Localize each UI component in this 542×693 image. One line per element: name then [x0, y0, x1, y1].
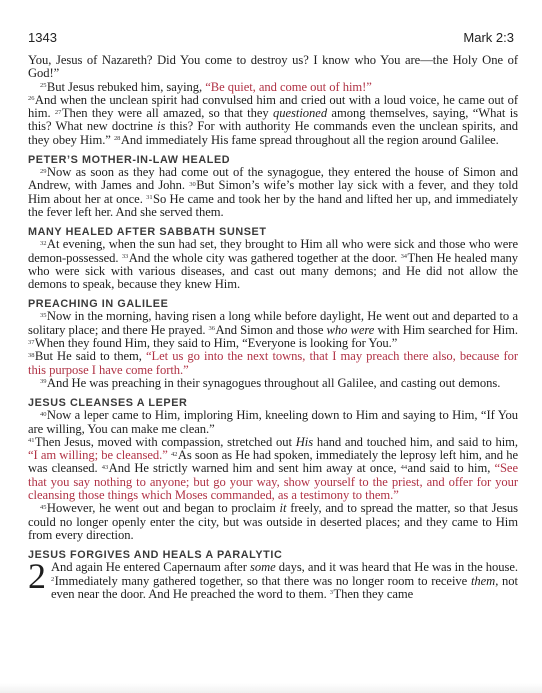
verse-number: 42 [170, 450, 178, 458]
verse-number: 25 [40, 82, 47, 90]
verse-text: When they found Him, they said to Him, “Everyone is looking for You.” [34, 336, 398, 351]
verse-text: But He said to them, [34, 349, 146, 364]
verse-number: 38 [28, 351, 35, 359]
verse-text: And Simon and those [215, 322, 327, 337]
verse-text: And the whole city was gathered together at the door. [128, 250, 401, 265]
verse-text: And immediately His fame spread throughout all the region around Galilee. [120, 132, 499, 147]
verse-text: As soon as He had spoken, immediately the leprosy left him, and he was cleansed. [28, 448, 518, 476]
words-of-jesus: “Let us go into the next towns, that I may preach there also, because for this purpose I have come forth.” [28, 349, 518, 377]
scripture-text-column [28, 54, 518, 601]
verse-number: 26 [28, 95, 35, 103]
verse-text: with Him searched for Him. [374, 322, 518, 337]
verse-text: days, and it was heard that He was in the house. [275, 560, 518, 575]
verse-text: And again He entered Capernaum after [50, 560, 250, 575]
paragraph-chapter-2-opening [28, 556, 518, 601]
verse-text: Then they came [333, 586, 414, 601]
paragraph-verses-35-38 [28, 310, 518, 376]
paragraph-verses-32-34 [28, 238, 518, 291]
verse-number: 34 [400, 253, 407, 261]
italic-supplied-word: them, [470, 573, 499, 588]
verse-number: 28 [113, 135, 121, 143]
verse-text: Now as soon as they had come out of the synagogue, they entered the house of Simon and Andrew, with James and John. [28, 165, 518, 193]
verse-text: However, he went out and began to proclaim [46, 501, 280, 516]
verse-number: 45 [40, 503, 47, 511]
verse-number: 44 [400, 463, 408, 471]
verse-number: 33 [121, 253, 129, 261]
verse-text: not even near the door. And He preached the word to them. [50, 573, 518, 601]
verse-number: 27 [54, 108, 62, 116]
verse-text: Then He healed many who were sick with various diseases, and cast out many demons; and He did not allow the demons to speak, because they knew Him. [28, 250, 518, 292]
words-of-jesus: “See that you say nothing to anyone; but go your way, show yourself to the priest, and offer for your cleansing those things which Moses commanded, as a testimony to them.” [28, 461, 519, 503]
verse-number: 3 [329, 589, 333, 597]
verse-text: And when the unclean spirit had convulsed him and cried out with a loud voice, he came out of him. [28, 92, 518, 121]
verse-text: And He strictly warned him and sent him away at once, [108, 461, 401, 476]
verse-text: this? For with authority He commands even the unclean spirits, and they obey Him.” [28, 119, 518, 147]
paragraph-verse-45 [28, 502, 518, 542]
section-heading: JESUS FORGIVES AND HEALS A PARALYTIC [28, 549, 283, 562]
verse-number: 29 [40, 167, 47, 175]
paragraph-verses-25-28 [28, 81, 518, 147]
verse-text: Then they were all amazed, so that they [61, 106, 273, 121]
verse-text: At evening, when the sun had set, they brought to Him all who were sick and those who were demon-possessed. [28, 237, 518, 265]
chapter-number: 2 [28, 556, 46, 597]
verse-text: But Simon’s wife’s mother lay sick with a fever, and they told Him about her at once. [28, 178, 519, 206]
verse-number: 31 [146, 194, 153, 202]
section-heading: MANY HEALED AFTER SABBATH SUNSET [28, 226, 267, 239]
verse-text: Immediately many gathered together, so that there was no longer room to receive [54, 573, 471, 588]
page-bottom-shadow [0, 683, 542, 693]
verse-number: 43 [101, 463, 109, 471]
verse-number: 32 [40, 239, 47, 247]
words-of-jesus: “Be quiet, and come out of him!” [205, 79, 372, 94]
verse-text: And He was preaching in their synagogues throughout all Galilee, and casting out demons. [46, 375, 501, 390]
verse-number: 30 [189, 180, 196, 188]
verse-text: Now a leper came to Him, imploring Him, kneeling down to Him and saying to Him, “If You are willing, You can make me clean.” [28, 408, 518, 436]
verse-number: 41 [28, 437, 35, 445]
verse-number: 40 [40, 410, 47, 418]
verse-text: You, Jesus of Nazareth? Did You come to destroy us? I know who You are—the Holy One of God!” [28, 53, 518, 81]
italic-supplied-word: it [279, 501, 287, 516]
verse-text: freely, and to spread the matter, so that Jesus could no longer openly enter the city, but was outside in deserted places; and they came to Him from every direction. [28, 501, 518, 542]
section-heading: PETER’S MOTHER-IN-LAW HEALED [28, 154, 231, 167]
italic-supplied-word: some [249, 560, 276, 575]
verse-number: 35 [40, 311, 47, 319]
italic-supplied-word: His [295, 434, 314, 449]
verse-text: among themselves, saying, “What is this? What new doctrine [28, 106, 519, 134]
section-heading: JESUS CLEANSES A LEPER [28, 397, 188, 410]
verse-number: 37 [28, 338, 35, 346]
verse-text: But Jesus rebuked him, saying, [46, 79, 206, 94]
verse-text: Now in the morning, having risen a long while before daylight, He went out and departed to a solitary place; and there He prayed. [28, 309, 518, 337]
words-of-jesus: “I am willing; be cleansed.” [28, 448, 168, 463]
page-number: 1343 [28, 30, 57, 45]
section-heading: PREACHING IN GALILEE [28, 298, 169, 311]
italic-supplied-word: questioned [273, 106, 328, 121]
verse-text: So He came and took her by the hand and lifted her up, and immediately the fever left her. And she served them. [28, 191, 518, 219]
verse-number: 39 [40, 378, 47, 386]
paragraph-verse-39 [28, 377, 518, 390]
paragraph-verses-40-44 [28, 409, 518, 502]
paragraph-verses-29-31 [28, 166, 518, 219]
verse-number: 2 [50, 576, 55, 583]
page-header [0, 0, 542, 54]
verse-number: 36 [208, 325, 215, 333]
verse-text: and said to him, [407, 461, 495, 476]
italic-supplied-word: who were [326, 322, 375, 337]
verse-text: Then Jesus, moved with compassion, stretched out [34, 434, 296, 449]
running-head: Mark 2:3 [463, 30, 514, 45]
verse-text: hand and touched him, and said to him, [313, 434, 519, 449]
paragraph-verse-24-continuation [28, 54, 518, 81]
italic-supplied-word: is [157, 119, 166, 134]
